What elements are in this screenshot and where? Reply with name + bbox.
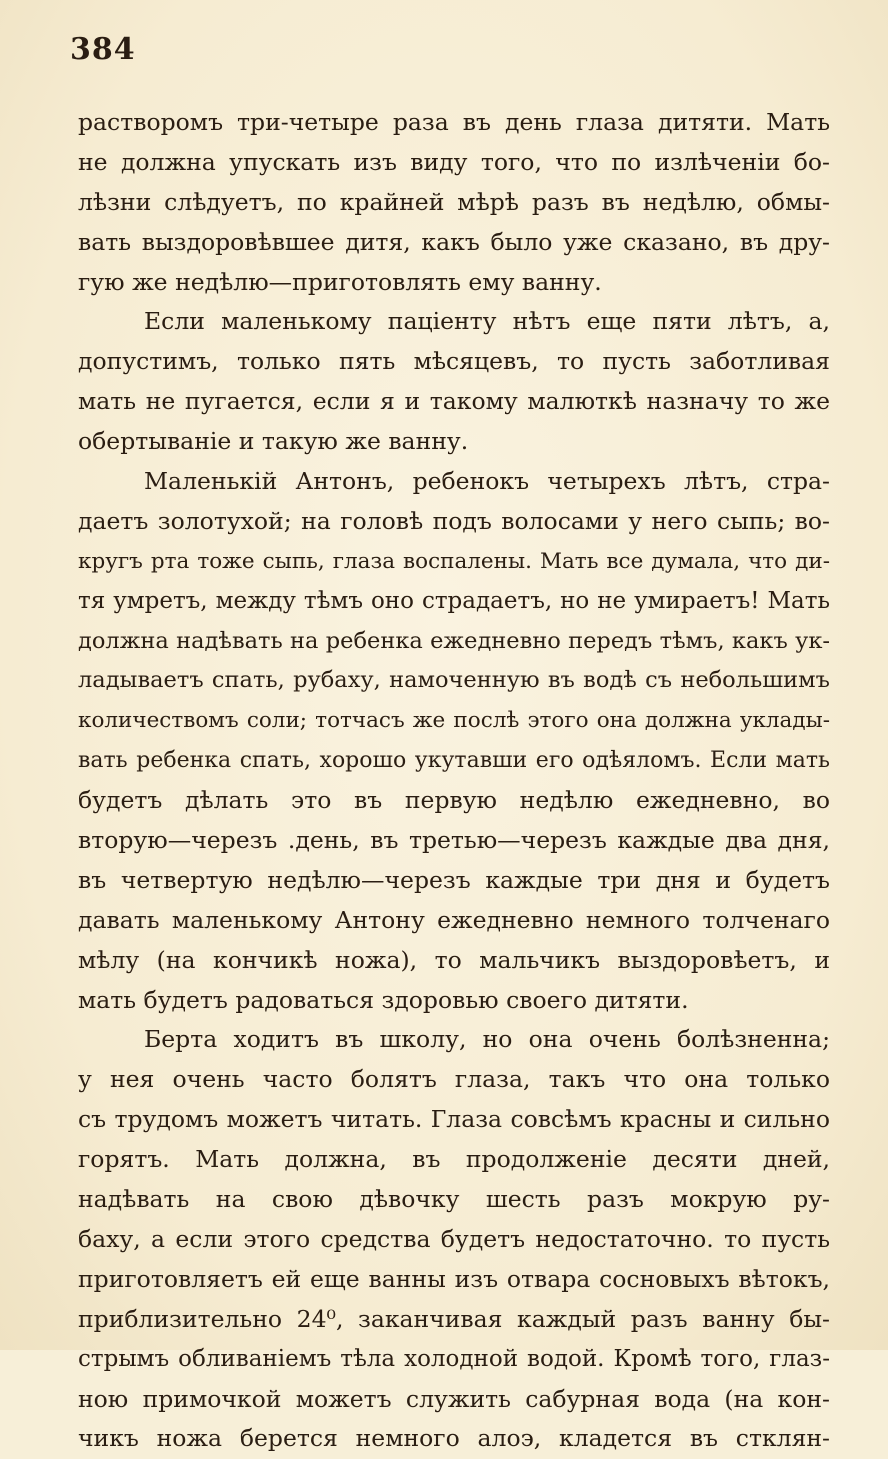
text-line: будетъ дѣлать это въ первую недѣлю ежедневно, во <box>78 786 830 815</box>
text-line: мать не пугается, если я и такому малюткѣ назначу то же <box>78 387 830 416</box>
text-line: Берта ходитъ въ школу, но она очень болѣзненна; <box>144 1025 830 1054</box>
text-line: горятъ. Мать должна, въ продолженіе десяти дней, <box>78 1145 830 1174</box>
text-line: у нея очень часто болятъ глаза, такъ что она только <box>78 1065 830 1094</box>
text-line: надѣвать на свою дѣвочку шесть разъ мокрую ру- <box>78 1185 830 1214</box>
text-line: лѣзни слѣдуетъ, по крайней мѣрѣ разъ въ недѣлю, обмы- <box>78 187 830 216</box>
body-text <box>78 103 830 1459</box>
text-line: Маленькій Антонъ, ребенокъ четырехъ лѣтъ, стра- <box>144 467 830 496</box>
text-line: мѣлу (на кончикѣ ножа), то мальчикъ выздоровѣетъ, и <box>78 945 830 974</box>
text-line: въ четвертую недѣлю—черезъ каждые три дня и будетъ <box>78 865 830 894</box>
text-line: вторую—черезъ .день, въ третью—черезъ каждые два дня, <box>78 826 830 855</box>
text-line: давать маленькому Антону ежедневно немного толченаго <box>78 905 830 934</box>
text-line: стрымъ обливаніемъ тѣла холодной водой. Кромѣ того, глаз- <box>78 1345 830 1372</box>
text-line: Если маленькому паціенту нѣтъ еще пяти лѣтъ, а, <box>144 307 830 336</box>
text-line: приготовляетъ ей еще ванны изъ отвара сосновыхъ вѣтокъ, <box>78 1264 830 1293</box>
text-line: количествомъ соли; тотчасъ же послѣ этого она должна уклады- <box>78 708 830 734</box>
text-line: допустимъ, только пять мѣсяцевъ, то пусть заботливая <box>78 347 830 376</box>
text-line: съ трудомъ можетъ читать. Глаза совсѣмъ красны и сильно <box>78 1105 830 1134</box>
text-line: даетъ золотухой; на головѣ подъ волосами у него сыпь; во- <box>78 506 830 535</box>
text-line: ладываетъ спать, рубаху, намоченную въ водѣ съ небольшимъ <box>78 667 830 694</box>
text-line: баху, а если этого средства будетъ недостаточно. то пусть <box>78 1224 830 1253</box>
text-line: мать будетъ радоваться здоровью своего дитяти. <box>78 985 689 1014</box>
text-line: растворомъ три-четыре раза въ день глаза дитяти. Мать <box>78 108 830 136</box>
text-line: вать ребенка спать, хорошо укутавши его одѣяломъ. Если мать <box>78 748 830 774</box>
text-line: обертываніе и такую же ванну. <box>78 427 469 456</box>
text-line: тя умретъ, между тѣмъ оно страдаетъ, но не умираетъ! Мать <box>78 587 830 614</box>
page-number: 384 <box>70 32 136 67</box>
text-line: гую же недѣлю—приготовлять ему ванну. <box>78 267 602 296</box>
text-line: приблизительно 24⁰, заканчивая каждый разъ ванну бы- <box>78 1304 830 1333</box>
text-line: ною примочкой можетъ служить сабурная вода (на кон- <box>78 1384 830 1413</box>
text-line: должна надѣвать на ребенка ежедневно передъ тѣмъ, какъ ук- <box>78 627 830 654</box>
text-line: кругъ рта тоже сыпь, глаза воспалены. Мать все думала, что ди- <box>78 548 830 574</box>
text-line: чикъ ножа берется немного алоэ, кладется въ стклян- <box>78 1424 830 1453</box>
text-line: вать выздоровѣвшее дитя, какъ было уже сказано, въ дру- <box>78 227 830 256</box>
text-line: не должна упускать изъ виду того, что по излѣченіи бо- <box>78 147 830 176</box>
